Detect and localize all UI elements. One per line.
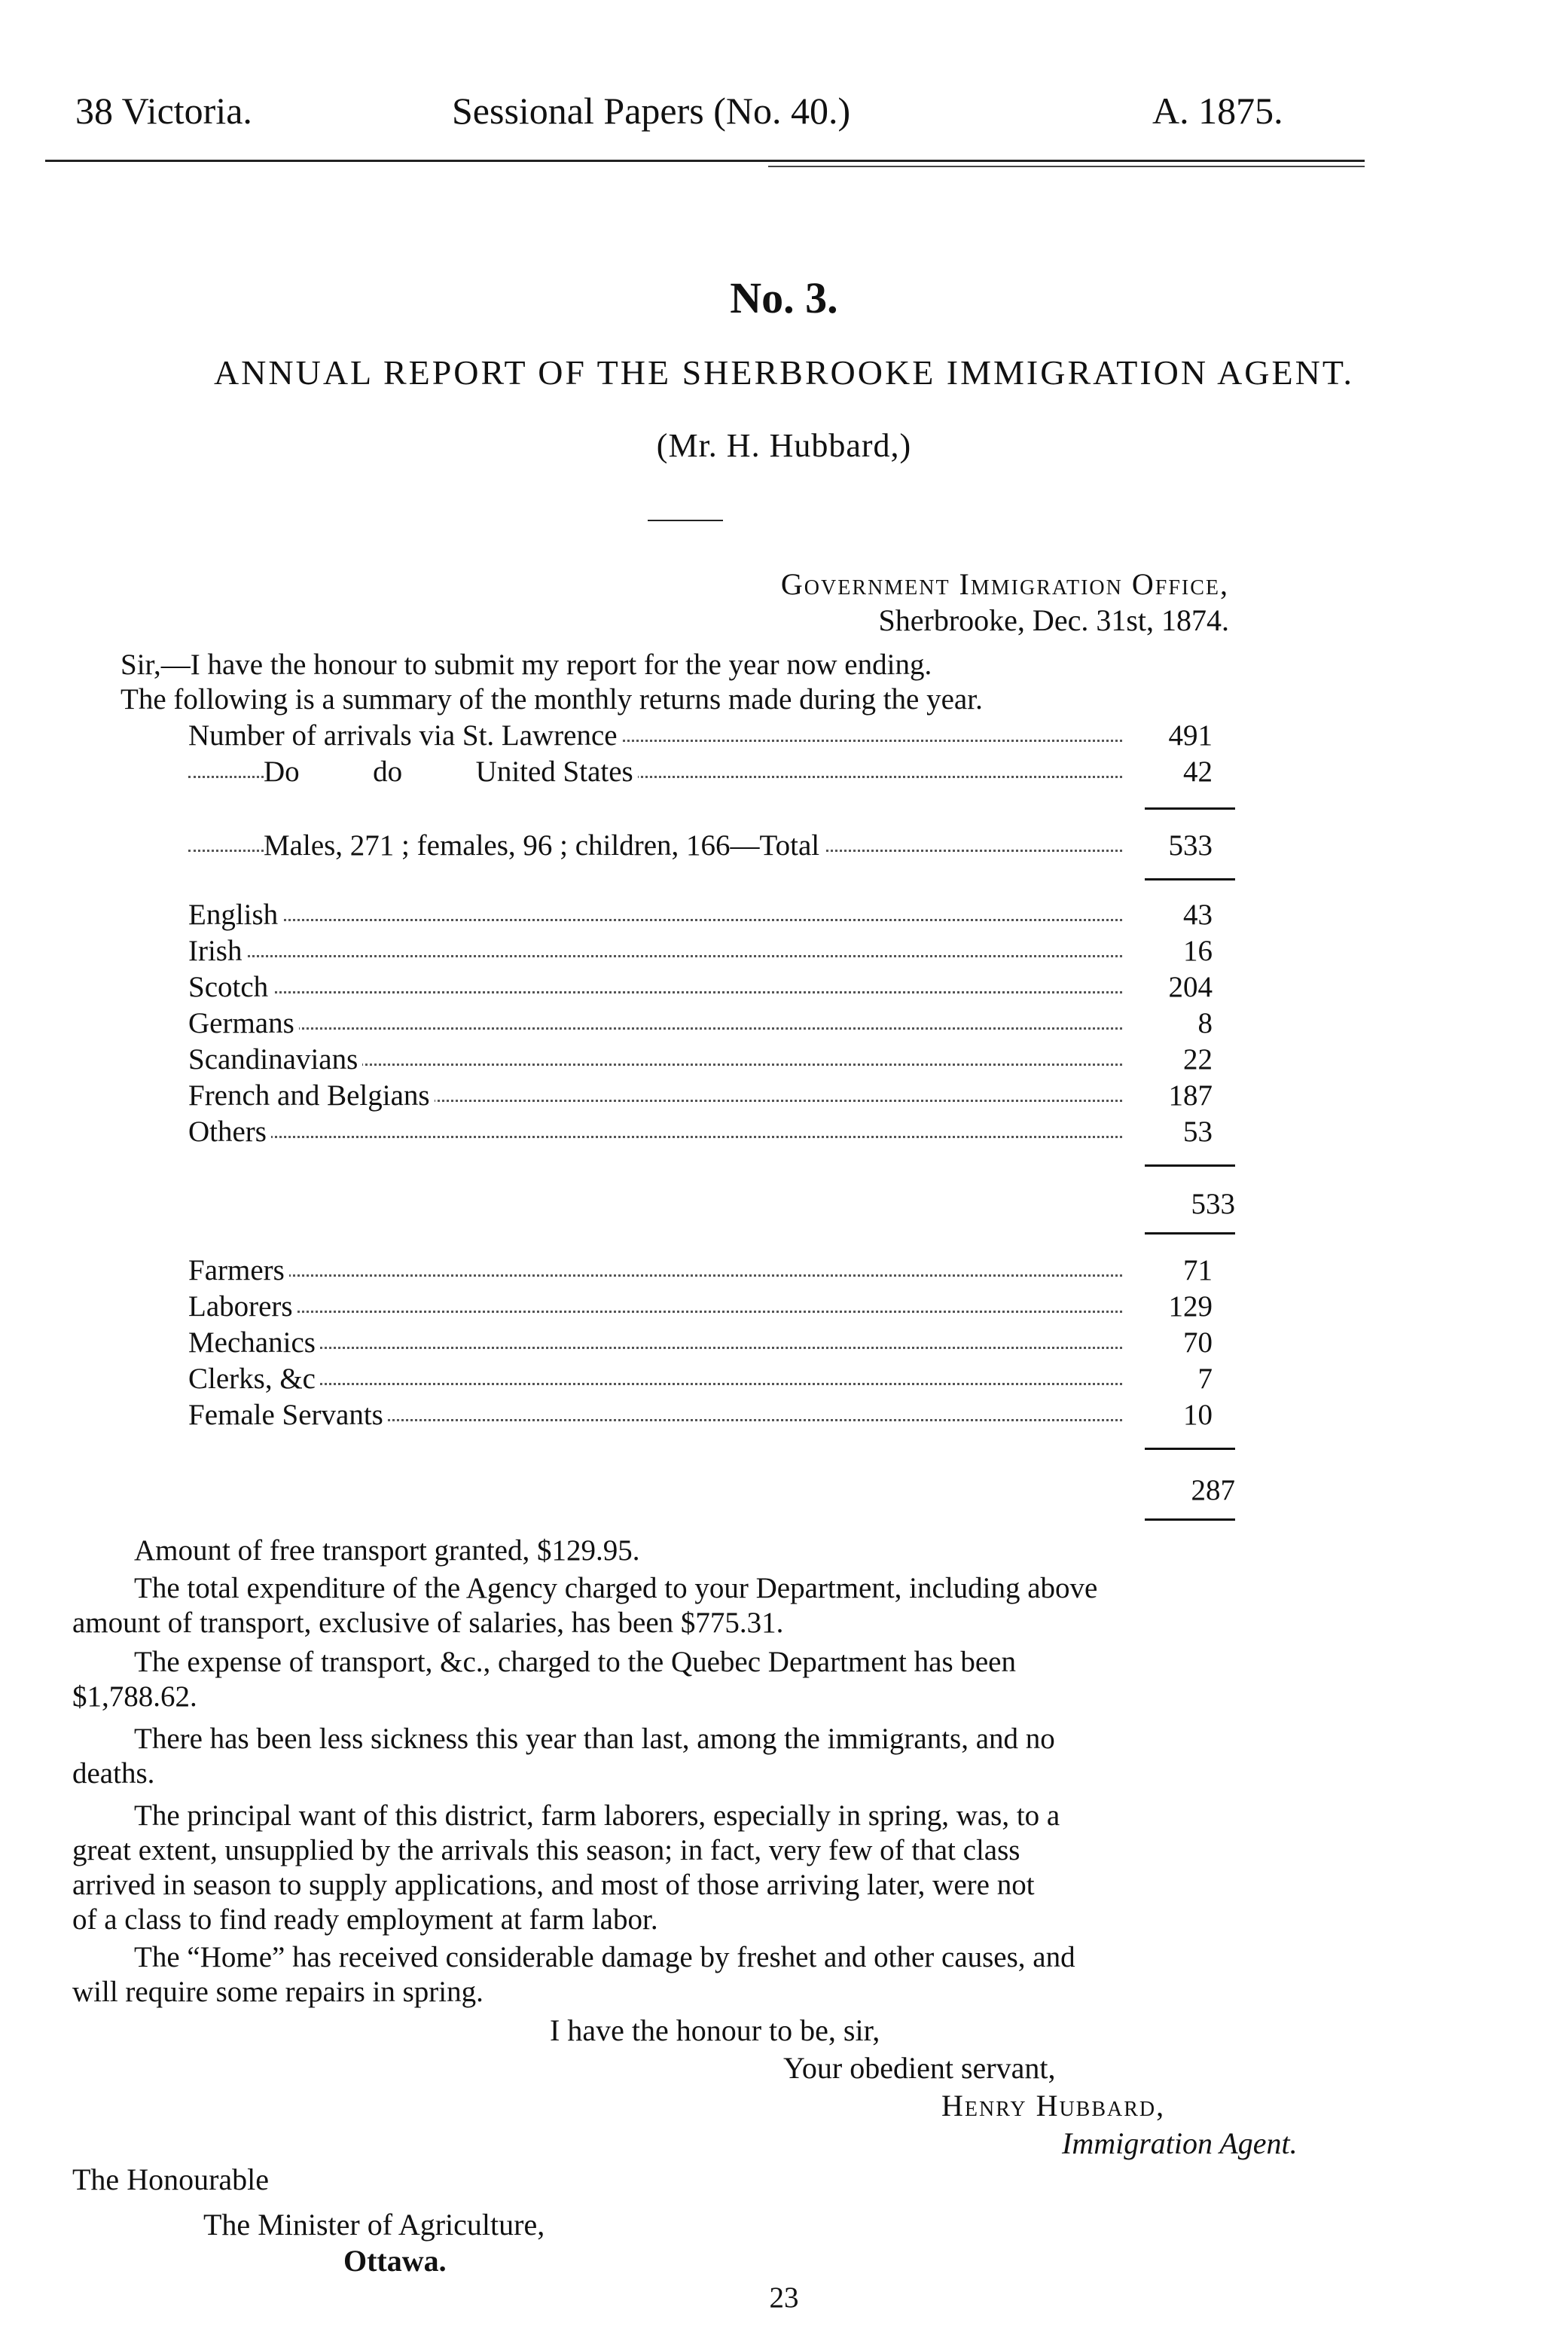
occupation-value: 7 [1197, 1363, 1213, 1395]
nationality-value: 16 [1183, 935, 1213, 967]
arrivals-value: 42 [1183, 755, 1213, 788]
nationality-row [188, 970, 1213, 1003]
arrivals-row [188, 719, 1213, 752]
occupation-label: Mechanics [188, 1326, 320, 1359]
occupation-value: 129 [1168, 1290, 1213, 1323]
page-number: 23 [769, 2281, 799, 2314]
nationality-row [188, 1042, 1213, 1076]
paragraph-quebec: The expense of transport, &c., charged to the Quebec Department has been [134, 1646, 1016, 1678]
occupation-value: 71 [1183, 1254, 1213, 1286]
nationality-label: Irish [188, 935, 247, 967]
closing-line: I have the honour to be, sir, [550, 2013, 880, 2047]
report-agent: (Mr. H. Hubbard,) [656, 427, 912, 464]
signatory-name: Henry Hubbard, [941, 2089, 1166, 2123]
nationalities-total: 533 [1191, 1188, 1235, 1220]
header-right: A. 1875. [1152, 90, 1283, 132]
occupation-row [188, 1326, 1213, 1359]
sum-rule [1145, 1164, 1235, 1167]
report-number: No. 3. [730, 273, 838, 322]
nationality-label: English [188, 899, 282, 931]
nationality-row [188, 1079, 1213, 1112]
nationality-row [188, 898, 1213, 931]
nationality-label: French and Belgians [188, 1079, 435, 1112]
office-line: Government Immigration Office, [780, 567, 1229, 601]
header-left: 38 Victoria. [75, 90, 252, 132]
occupation-row [188, 1253, 1213, 1286]
sum-rule [1145, 1232, 1235, 1235]
nationality-row [188, 1115, 1213, 1148]
totals-label: Males, 271 ; females, 96 ; children, 166—Total [264, 829, 824, 862]
nationality-value: 8 [1197, 1007, 1213, 1039]
occupations-total: 287 [1191, 1474, 1235, 1506]
occupation-label: Farmers [188, 1254, 289, 1286]
paragraph-transport: Amount of free transport granted, $129.95. [134, 1534, 640, 1567]
arrivals-row [188, 755, 1213, 788]
occupation-label: Clerks, &c [188, 1363, 320, 1395]
nationality-row [188, 934, 1213, 967]
paragraph-want-cont: of a class to find ready employment at farm labor. [72, 1903, 658, 1936]
nationality-label: Scotch [188, 971, 273, 1003]
place-date: Sherbrooke, Dec. 31st, 1874. [878, 603, 1229, 637]
occupation-label: Female Servants [188, 1399, 388, 1431]
header-rule [45, 160, 1365, 162]
paragraph-want: The principal want of this district, farm laborers, especially in spring, was, to a [134, 1799, 1060, 1832]
occupation-value: 70 [1183, 1326, 1213, 1359]
signatory-role: Immigration Agent. [1062, 2126, 1298, 2160]
paragraph-home: The “Home” has received considerable damage by freshet and other causes, and [134, 1941, 1075, 1973]
nationality-label: Others [188, 1115, 271, 1148]
paragraph-expenditure: The total expenditure of the Agency charged to your Department, including above [134, 1572, 1098, 1604]
occupation-row [188, 1289, 1213, 1323]
header-center: Sessional Papers (No. 40.) [452, 90, 851, 132]
addressee-title: The Honourable [72, 2162, 270, 2196]
paragraph-quebec-cont: $1,788.62. [72, 1680, 197, 1713]
arrivals-label: Number of arrivals via St. Lawrence [188, 719, 622, 752]
sum-rule [1145, 878, 1235, 880]
occupation-row [188, 1398, 1213, 1431]
sum-rule [1145, 1448, 1235, 1450]
nationality-value: 22 [1183, 1043, 1213, 1076]
nationality-row [188, 1006, 1213, 1039]
paragraph-sickness-cont: deaths. [72, 1757, 155, 1790]
sum-rule [1145, 807, 1235, 810]
arrivals-label: Do do United States [264, 755, 638, 788]
report-title: ANNUAL REPORT OF THE SHERBROOKE IMMIGRATION AGENT. [213, 353, 1355, 392]
nationality-value: 53 [1183, 1115, 1213, 1148]
totals-row [188, 829, 1213, 862]
closing-servant: Your obedient servant, [783, 2051, 1056, 2085]
paragraph-home-cont: will require some repairs in spring. [72, 1976, 484, 2008]
sum-rule [1145, 1518, 1235, 1521]
occupation-value: 10 [1183, 1399, 1213, 1431]
nationality-label: Germans [188, 1007, 299, 1039]
nationality-label: Scandinavians [188, 1043, 362, 1076]
addressee-city: Ottawa. [343, 2244, 447, 2278]
nationality-value: 187 [1168, 1079, 1213, 1112]
paragraph-want-cont: great extent, unsupplied by the arrivals this season; in fact, very few of that class [72, 1834, 1020, 1866]
occupation-label: Laborers [188, 1290, 297, 1323]
totals-value: 533 [1168, 829, 1213, 862]
paragraph-want-cont: arrived in season to supply applications, and most of those arriving later, were not [72, 1869, 1035, 1901]
salutation-line: Sir,—I have the honour to submit my report for the year now ending. [120, 649, 932, 681]
nationality-value: 43 [1183, 899, 1213, 931]
paragraph-expenditure-cont: amount of transport, exclusive of salaries, has been $775.31. [72, 1607, 784, 1639]
addressee-office: The Minister of Agriculture, [203, 2208, 545, 2242]
header-rule-secondary [768, 166, 1365, 167]
nationality-value: 204 [1168, 971, 1213, 1003]
title-rule [648, 520, 723, 521]
occupation-row [188, 1362, 1213, 1395]
paragraph-sickness: There has been less sickness this year than last, among the immigrants, and no [134, 1723, 1055, 1755]
arrivals-value: 491 [1168, 719, 1213, 752]
summary-intro: The following is a summary of the monthly returns made during the year. [120, 683, 983, 716]
